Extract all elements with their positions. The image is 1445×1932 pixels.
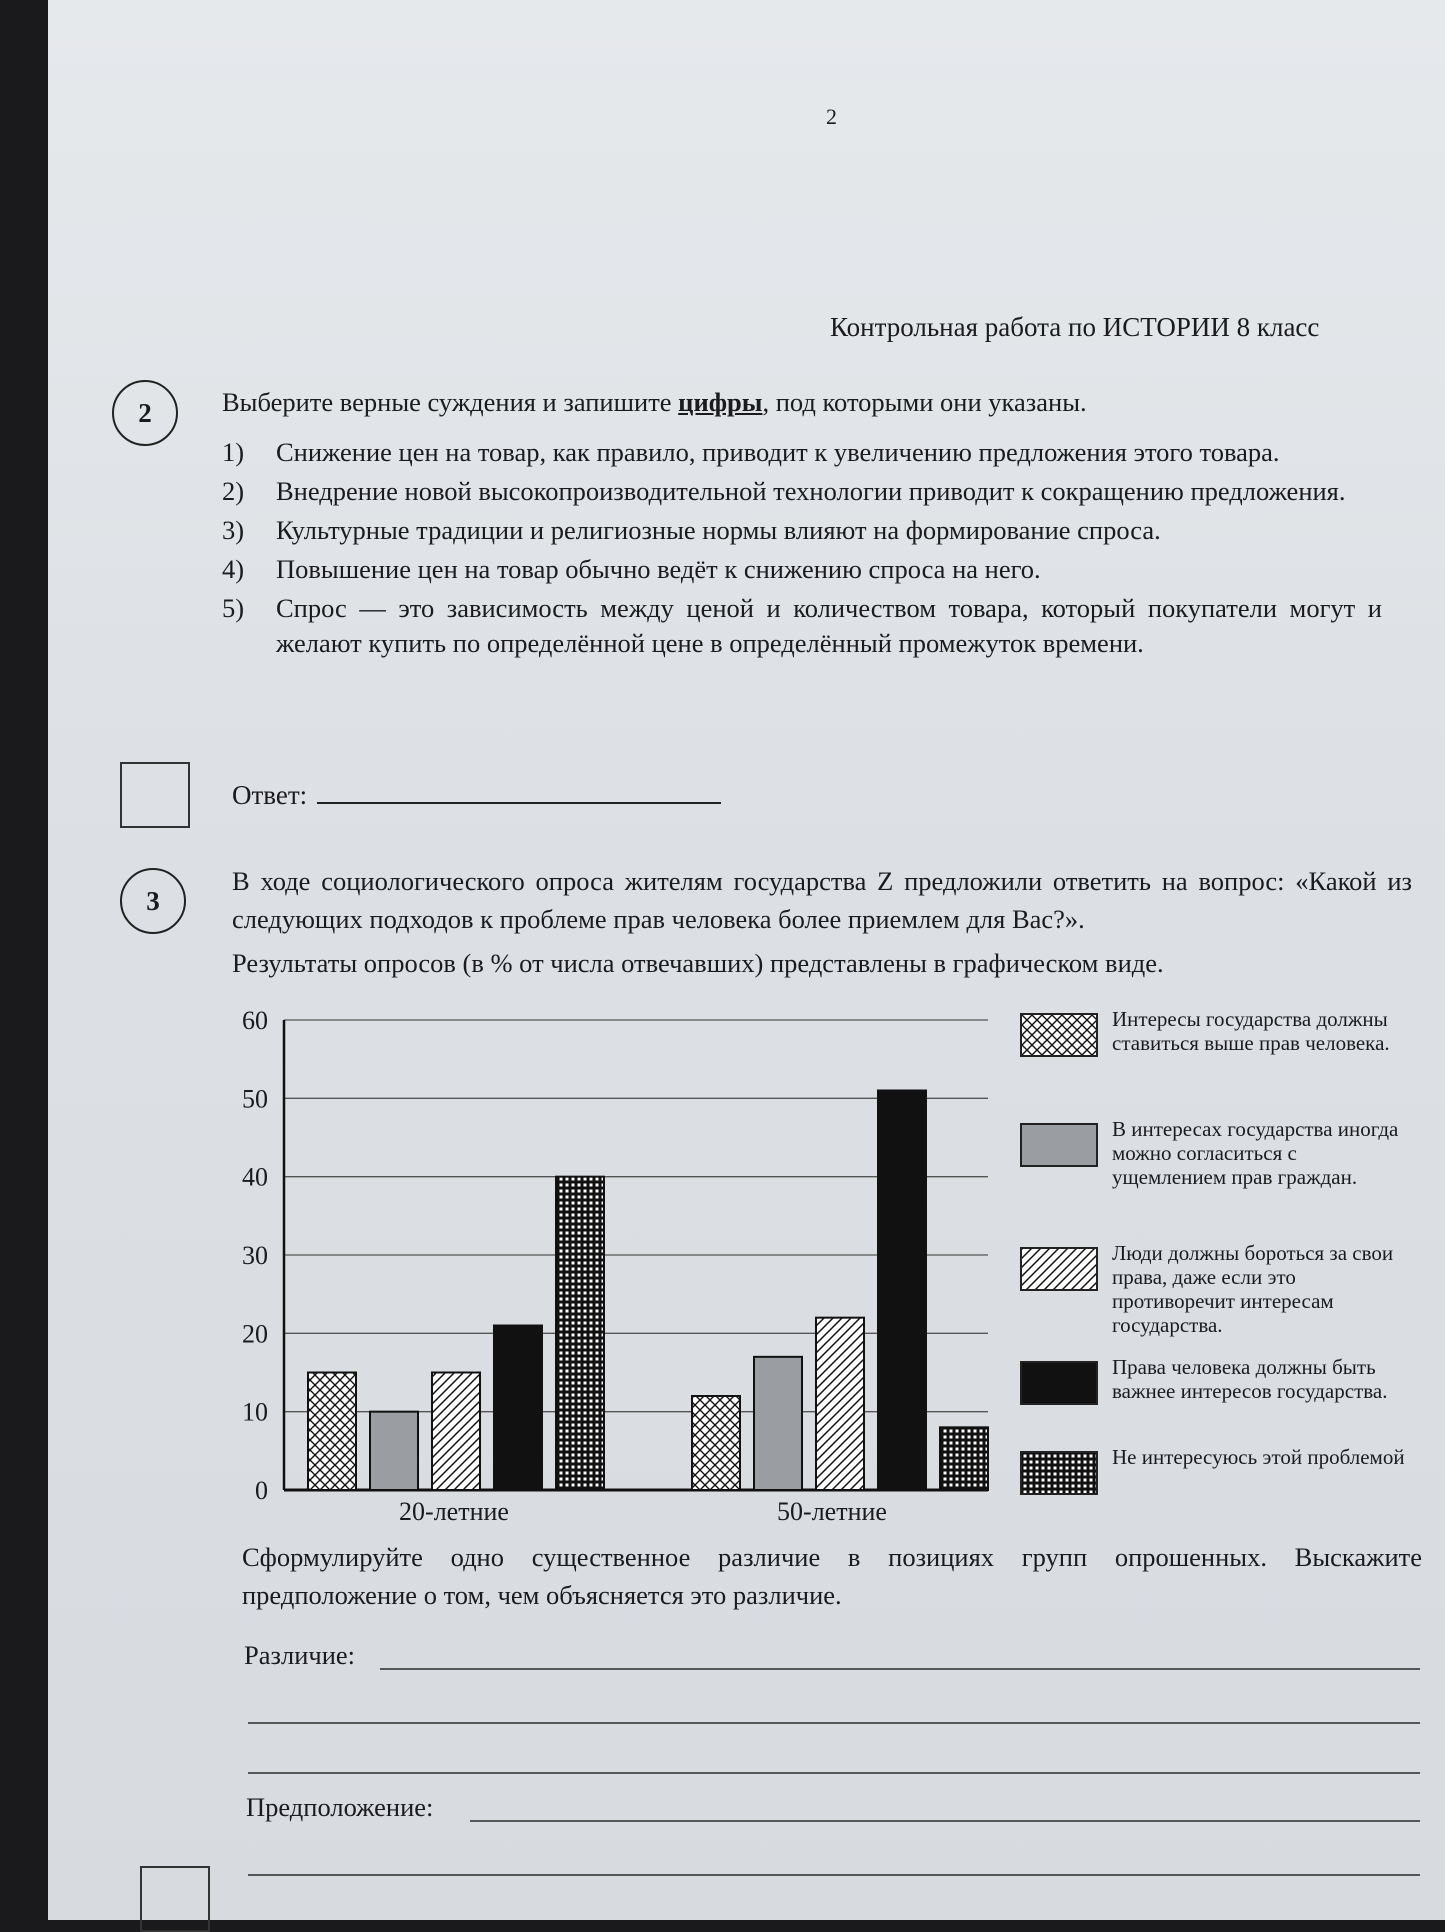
- option-number: 3): [222, 515, 245, 545]
- bar-crosshatch: [308, 1373, 356, 1491]
- y-tick-label: 40: [242, 1162, 268, 1192]
- black-swatch-icon: [1020, 1361, 1098, 1405]
- assumption-label: Предположение:: [246, 1792, 434, 1822]
- option-text: Спрос — это зависимость между ценой и количеством товара, который покупатели могут и желают купить по определённой цене в определённый промежуток времени.: [276, 593, 1382, 658]
- assumption-line[interactable]: [470, 1820, 1420, 1822]
- legend-label: Интересы государства должны ставиться выше прав человека.: [1112, 1007, 1390, 1055]
- option-number: 2): [222, 476, 245, 506]
- option-number: 5): [222, 593, 245, 623]
- y-tick-label: 50: [242, 1084, 268, 1114]
- difference-label: Различие:: [244, 1640, 356, 1670]
- gray-swatch-icon: [1020, 1123, 1098, 1167]
- difference-line[interactable]: [248, 1722, 1420, 1724]
- diagonal-swatch-icon: [1020, 1247, 1098, 1291]
- prompt-text-end: , под которыми они указаны.: [762, 387, 1087, 417]
- legend-label: В интересах государства иногда можно согласиться с ущемлением прав граждан.: [1112, 1117, 1399, 1189]
- y-tick-label: 0: [255, 1476, 268, 1505]
- legend-label: Люди должны бороться за свои права, даже если это противоречит интересам государства.: [1112, 1241, 1394, 1337]
- prompt-text-start: Выберите верные суждения и запишите: [222, 387, 679, 417]
- legend-label: Права человека должны быть важнее интересов государства.: [1112, 1355, 1388, 1403]
- y-tick-label: 60: [242, 1006, 268, 1035]
- bar-dots: [940, 1427, 988, 1490]
- question-3-task: Сформулируйте одно существенное различие в позициях групп опрошенных. Выскажите предположение о том, чем объясняется это различие.: [242, 1542, 1422, 1610]
- worksheet-header: Контрольная работа по ИСТОРИИ 8 класс: [830, 312, 1320, 342]
- question-3-number: 3: [120, 868, 186, 934]
- question-2-number: 2: [112, 380, 178, 446]
- x-category-label: 20-летние: [399, 1497, 509, 1526]
- x-category-label: 50-летние: [777, 1497, 887, 1526]
- legend-label: Не интересуюсь этой проблемой: [1112, 1445, 1405, 1469]
- assumption-line[interactable]: [248, 1874, 1420, 1876]
- y-tick-label: 10: [242, 1397, 268, 1427]
- difference-line[interactable]: [248, 1772, 1420, 1774]
- bar-dots: [556, 1177, 604, 1490]
- page-number: 2: [826, 104, 837, 129]
- bar-crosshatch: [692, 1396, 740, 1490]
- answer-label: Ответ:: [232, 780, 308, 810]
- option-text: Культурные традиции и религиозные нормы влияют на формирование спроса.: [276, 515, 1161, 545]
- option-number: 4): [222, 554, 245, 584]
- option-number: 1): [222, 437, 245, 467]
- bar-black: [494, 1326, 542, 1491]
- y-tick-label: 20: [242, 1319, 268, 1349]
- bar-diagonal: [816, 1318, 864, 1490]
- option-text: Снижение цен на товар, как правило, приводит к увеличению предложения этого товара.: [276, 437, 1280, 467]
- option-text: Внедрение новой высокопроизводительной технологии приводит к сокращению предложения.: [276, 476, 1346, 506]
- chart-bars: [308, 1091, 988, 1491]
- crosshatch-swatch-icon: [1020, 1013, 1098, 1057]
- bar-diagonal: [432, 1373, 480, 1491]
- difference-line[interactable]: [380, 1668, 1420, 1670]
- dotted-swatch-icon: [1020, 1451, 1098, 1495]
- answer-box-q3[interactable]: [140, 1866, 210, 1932]
- bar-gray: [754, 1357, 802, 1490]
- prompt-emphasis: цифры: [678, 387, 763, 417]
- bar-black: [878, 1091, 926, 1491]
- y-tick-label: 30: [242, 1241, 268, 1270]
- question-3-results-note: Результаты опросов (в % от числа отвечавших) представлены в графическом виде.: [232, 948, 1164, 978]
- option-text: Повышение цен на товар обычно ведёт к снижению спроса на него.: [276, 554, 1041, 584]
- bar-gray: [370, 1412, 418, 1490]
- question-3-text: В ходе социологического опроса жителям государства Z предложили ответить на вопрос: «Какой из следующих подходов к проблеме прав человека более приемлем для Вас?».: [232, 866, 1412, 934]
